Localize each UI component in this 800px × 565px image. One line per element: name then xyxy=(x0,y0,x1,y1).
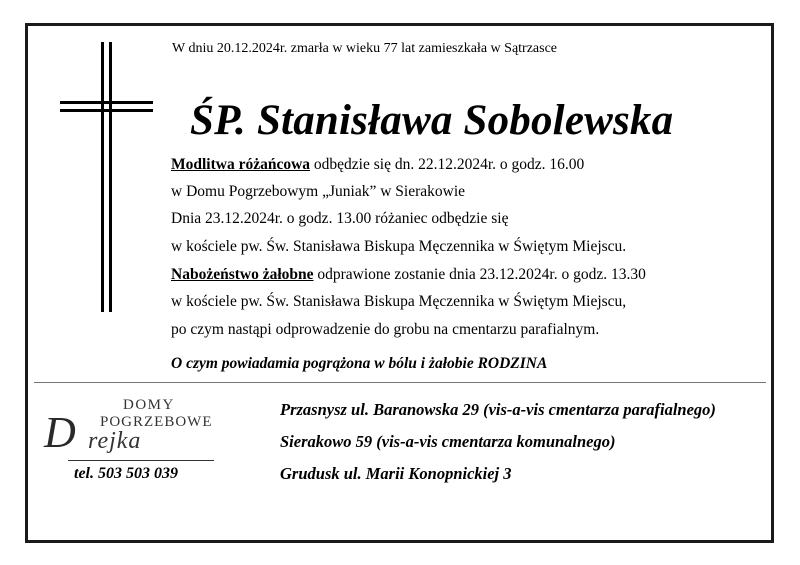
logo-initial: D xyxy=(44,408,76,457)
funeral-home-line: w Domu Pogrzebowym „Juniak” w Sierakowie xyxy=(171,183,466,200)
intro-text: W dniu 20.12.2024r. zmarła w wieku 77 lat zamieszkała w Sątrzasce xyxy=(172,41,558,56)
burial-line: po czym nastąpi odprowadzenie do grobu na cmentarzu parafialnym. xyxy=(171,321,600,338)
cross-vertical-bar-left xyxy=(101,42,104,312)
rosary-details: odbędzie się dn. 22.12.2024r. o godz. 16.00 xyxy=(310,156,585,173)
cross-horizontal-bar-bottom xyxy=(60,109,153,112)
rosary-label: Modlitwa różańcowa xyxy=(171,156,311,173)
logo-line-2: POGRZEBOWE xyxy=(100,414,213,430)
address-przasnysz: Przasnysz ul. Baranowska 29 (vis-a-vis cmentarza parafialnego) xyxy=(280,400,716,419)
cross-horizontal-bar-top xyxy=(60,101,153,104)
family-closing: O czym powiadamia pogrążona w bólu i żałobie RODZINA xyxy=(171,355,548,372)
deceased-name: ŚP. Stanisława Sobolewska xyxy=(190,97,674,144)
rosary-date-line: Dnia 23.12.2024r. o godz. 13.00 różaniec odbędzie się xyxy=(171,210,509,227)
service-line xyxy=(171,266,646,284)
church-line-1: w kościele pw. Św. Stanisława Biskupa Męczennika w Świętym Miejscu. xyxy=(171,238,627,255)
address-sierakowo: Sierakowo 59 (vis-a-vis cmentarza komunalnego) xyxy=(280,432,616,451)
service-details: odprawione zostanie dnia 23.12.2024r. o godz. 13.30 xyxy=(313,266,646,283)
phone-number: tel. 503 503 039 xyxy=(74,465,178,482)
logo-line-1: DOMY xyxy=(123,397,175,413)
address-grudusk: Grudusk ul. Marii Konopnickiej 3 xyxy=(280,464,512,483)
cross-vertical-bar-right xyxy=(109,42,112,312)
logo-name: rejka xyxy=(88,428,142,454)
rosary-line xyxy=(171,156,584,174)
church-line-2: w kościele pw. Św. Stanisława Biskupa Męczennika w Świętym Miejscu, xyxy=(171,293,627,310)
logo-underline xyxy=(68,460,214,461)
divider xyxy=(34,382,766,383)
funeral-home-logo xyxy=(40,397,220,469)
service-label: Nabożeństwo żałobne xyxy=(171,266,314,283)
